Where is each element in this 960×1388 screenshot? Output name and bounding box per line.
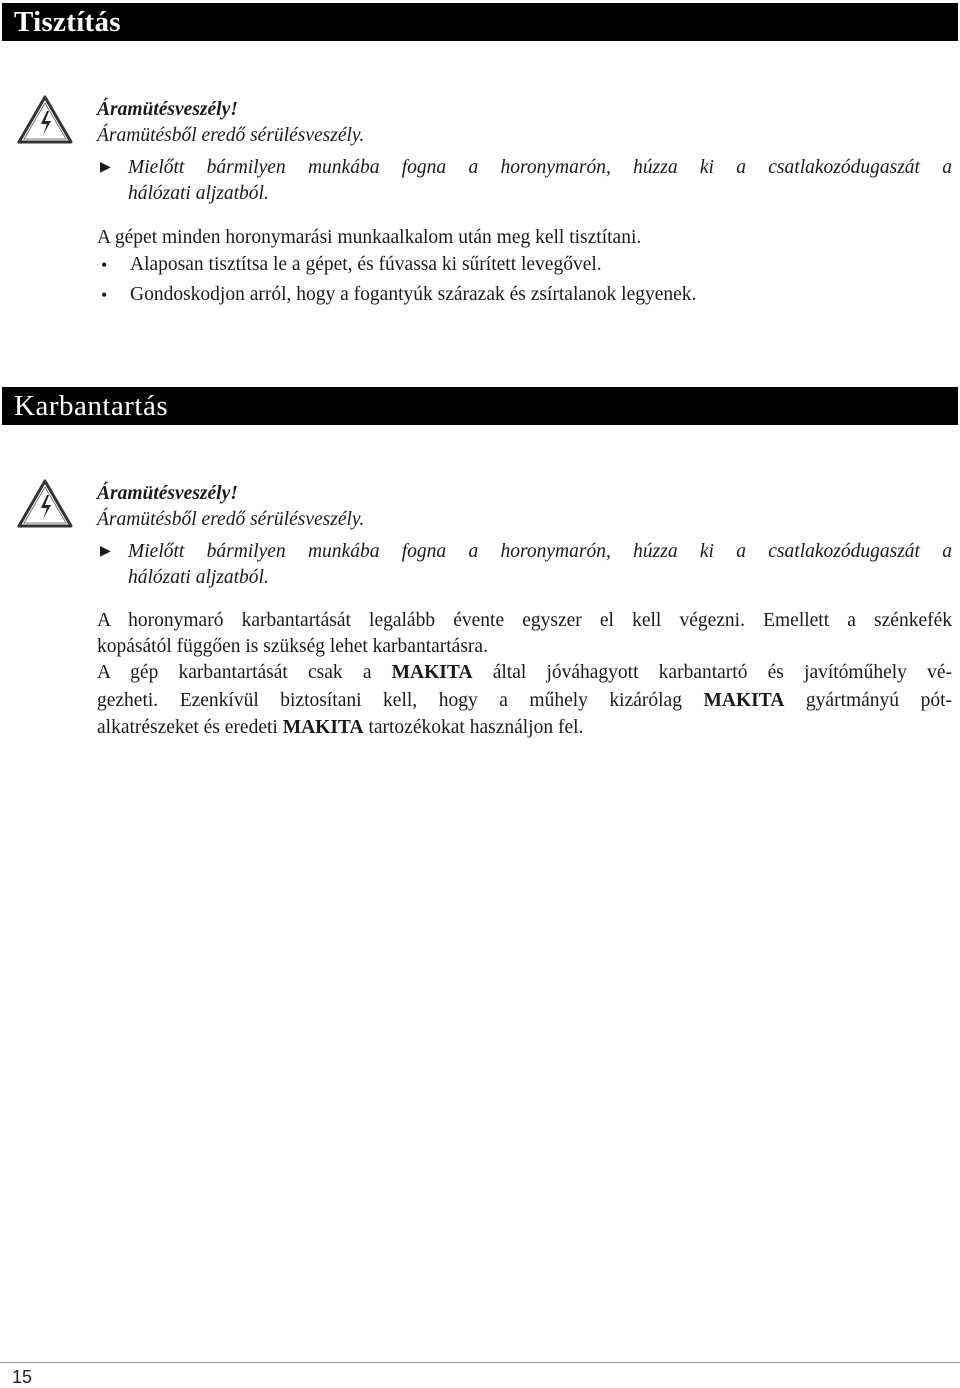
electric-shock-warning-icon [16, 478, 74, 530]
text-fragment: tartozékokat használjon fel. [363, 717, 584, 738]
maintenance-paragraph-line [97, 660, 952, 686]
warning-title: Áramütésveszély! [97, 483, 238, 504]
text-fragment: gezheti. Ezenkívül biztosítani kell, hogy a műhely kizárólag [97, 690, 704, 711]
cleaning-intro: A gépet minden horonymarási munkaalkalom után meg kell tisztítani. [97, 227, 642, 248]
maintenance-paragraph-line [97, 715, 583, 741]
warning-subtitle: Áramütésből eredő sérülésveszély. [97, 509, 365, 530]
warning-instruction-line: hálózati aljzatból. [128, 183, 269, 204]
arrow-bullet-icon: ▶ [100, 544, 111, 559]
list-item: Gondoskodjon arról, hogy a fogantyúk szárazak és zsírtalanok legyenek. [130, 284, 697, 305]
electric-shock-warning-icon [16, 94, 74, 146]
warning-title: Áramütésveszély! [97, 99, 238, 120]
maintenance-paragraph-line [97, 688, 952, 714]
arrow-bullet-icon: ▶ [100, 160, 111, 175]
maintenance-paragraph-line: kopásától függően is szükség lehet karbantartásra. [97, 636, 488, 657]
bullet-dot-icon: • [101, 285, 108, 305]
list-item: Alaposan tisztítsa le a gépet, és fúvassa ki sűrített levegővel. [130, 254, 602, 275]
section-heading-cleaning: Tisztítás [2, 3, 958, 41]
warning-subtitle: Áramütésből eredő sérülésveszély. [97, 125, 365, 146]
text-fragment: alkatrészeket és eredeti [97, 717, 283, 738]
footer-divider [0, 1362, 960, 1363]
page-number: 15 [12, 1367, 33, 1387]
warning-instruction-line: Mielőtt bármilyen munkába fogna a horonymarón, húzza ki a csatlakozódugaszát a [128, 541, 952, 562]
maintenance-paragraph-line: A horonymaró karbantartását legalább évente egyszer el kell végezni. Emellett a szénkefék [97, 610, 952, 631]
brand-name: MAKITA [391, 662, 473, 683]
text-fragment: gyártmányú pót- [784, 690, 952, 711]
section-heading-maintenance: Karbantartás [2, 387, 958, 425]
text-fragment: által jóváhagyott karbantartó és javítóműhely vé- [472, 662, 952, 683]
warning-instruction-line: Mielőtt bármilyen munkába fogna a horonymarón, húzza ki a csatlakozódugaszát a [128, 157, 952, 178]
bullet-dot-icon: • [101, 255, 108, 275]
warning-instruction-line: hálózati aljzatból. [128, 567, 269, 588]
text-fragment: A gép karbantartását csak a [97, 662, 392, 683]
brand-name: MAKITA [282, 717, 364, 738]
brand-name: MAKITA [703, 690, 785, 711]
